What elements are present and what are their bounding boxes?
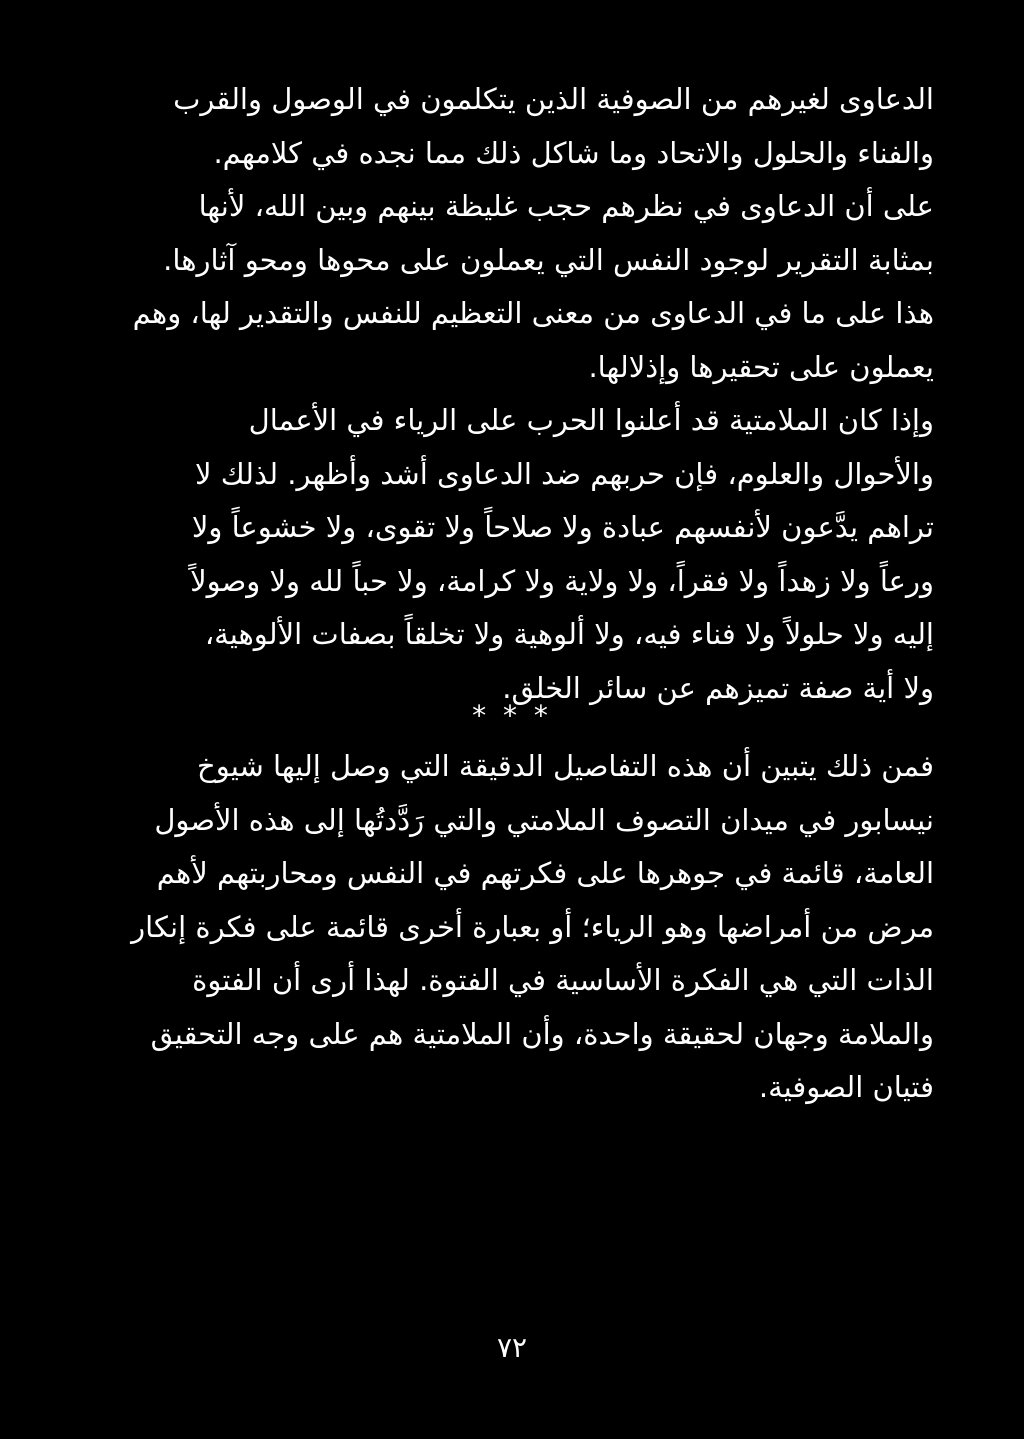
text-line: العامة، قائمة في جوهرها على فكرتهم في النفس ومحاربتهم لأهم [156,856,934,890]
paragraph-1 [78,73,934,715]
text-line: فتيان الصوفية. [758,1070,934,1104]
text-line: تراهم يدَّعون لأنفسهم عبادة ولا صلاحاً ولا تقوى، ولا خشوعاً ولا [191,510,934,544]
section-separator: * * * [472,699,552,732]
text-line: فمن ذلك يتبين أن هذه التفاصيل الدقيقة التي وصل إليها شيوخ [197,749,934,783]
text-line: نيسابور في ميدان التصوف الملامتي والتي رَدَّدتُها إلى هذه الأصول [154,802,934,837]
text-line: الدعاوى لغيرهم من الصوفية الذين يتكلمون في الوصول والقرب [173,82,934,116]
page-number: ٧٢ [496,1331,528,1364]
text-line: والأحوال والعلوم، فإن حربهم ضد الدعاوى أشد وأظهر. لذلك لا [194,456,934,491]
text-line: يعملون على تحقيرها وإذلالها. [588,349,934,384]
text-line: والملامة وجهان لحقيقة واحدة، وأن الملامتية هم على وجه التحقيق [150,1016,934,1051]
text-line: ورعاً ولا زهداً ولا فقراً، ولا ولاية ولا كرامة، ولا حباً لله ولا وصولاً [190,563,934,598]
text-line: الذات التي هي الفكرة الأساسية في الفتوة. لهذا أرى أن الفتوة [192,963,934,997]
text-line: مرض من أمراضها وهو الرياء؛ أو بعبارة أخرى قائمة على فكرة إنكار [131,909,934,944]
text-line: وإذا كان الملامتية قد أعلنوا الحرب على الرياء في الأعمال [248,403,934,437]
text-line: إليه ولا حلولاً ولا فناء فيه، ولا ألوهية ولا تخلقاً بصفات الألوهية، [204,617,934,651]
text-line: ولا أية صفة تميزهم عن سائر الخلق. [502,670,934,705]
text-line: بمثابة التقرير لوجود النفس التي يعملون على محوها ومحو آثارها. [163,242,934,277]
paragraph-2 [78,740,934,1115]
text-line: والفناء والحلول والاتحاد وما شاكل ذلك مما نجده في كلامهم. [213,135,934,170]
text-line: على أن الدعاوى في نظرهم حجب غليظة بينهم وبين الله، لأنها [198,189,934,223]
text-line: هذا على ما في الدعاوى من معنى التعظيم للنفس والتقدير لها، وهم [132,296,934,330]
